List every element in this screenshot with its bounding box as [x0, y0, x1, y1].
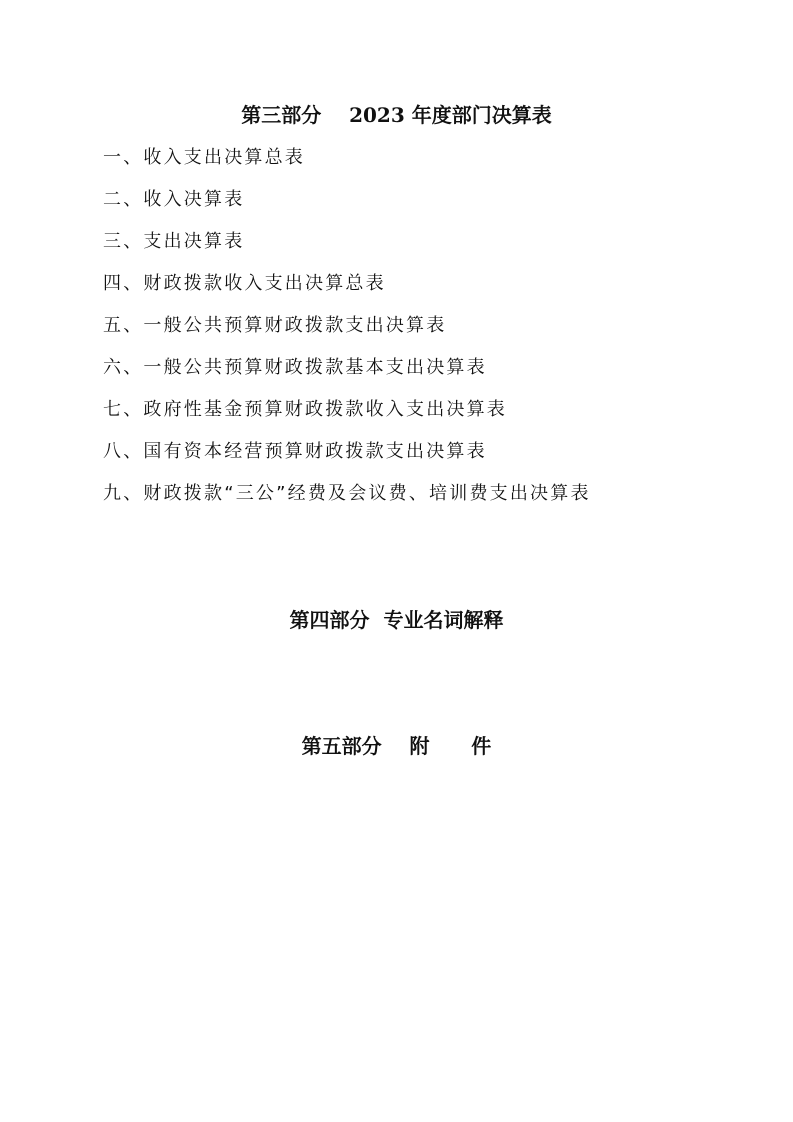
list-item-general-budget-expenditure[interactable]: 五、一般公共预算财政拨款支出决算表 [103, 315, 447, 336]
list-item-state-capital-budget[interactable]: 八、国有资本经营预算财政拨款支出决算表 [103, 441, 487, 462]
list-item-income-expenditure-summary[interactable]: 一、收入支出决算总表 [103, 147, 305, 168]
section-3-heading: 第三部分 2023 年度部门决算表 [241, 103, 552, 127]
list-item-income-table[interactable]: 二、收入决算表 [103, 189, 245, 210]
list-item-general-budget-basic-expenditure[interactable]: 六、一般公共预算财政拨款基本支出决算表 [103, 357, 487, 378]
list-item-government-fund-budget[interactable]: 七、政府性基金预算财政拨款收入支出决算表 [103, 399, 507, 420]
list-item-expenditure-table[interactable]: 三、支出决算表 [103, 231, 245, 252]
list-item-fiscal-appropriation-summary[interactable]: 四、财政拨款收入支出决算总表 [103, 273, 386, 294]
section-4-heading: 第四部分 专业名词解释 [289, 608, 504, 632]
budget-tables-list [103, 146, 591, 524]
list-item-three-public-expenses[interactable]: 九、财政拨款“三公”经费及会议费、培训费支出决算表 [103, 483, 591, 504]
section-5-heading: 第五部分 附 件 [301, 734, 492, 758]
